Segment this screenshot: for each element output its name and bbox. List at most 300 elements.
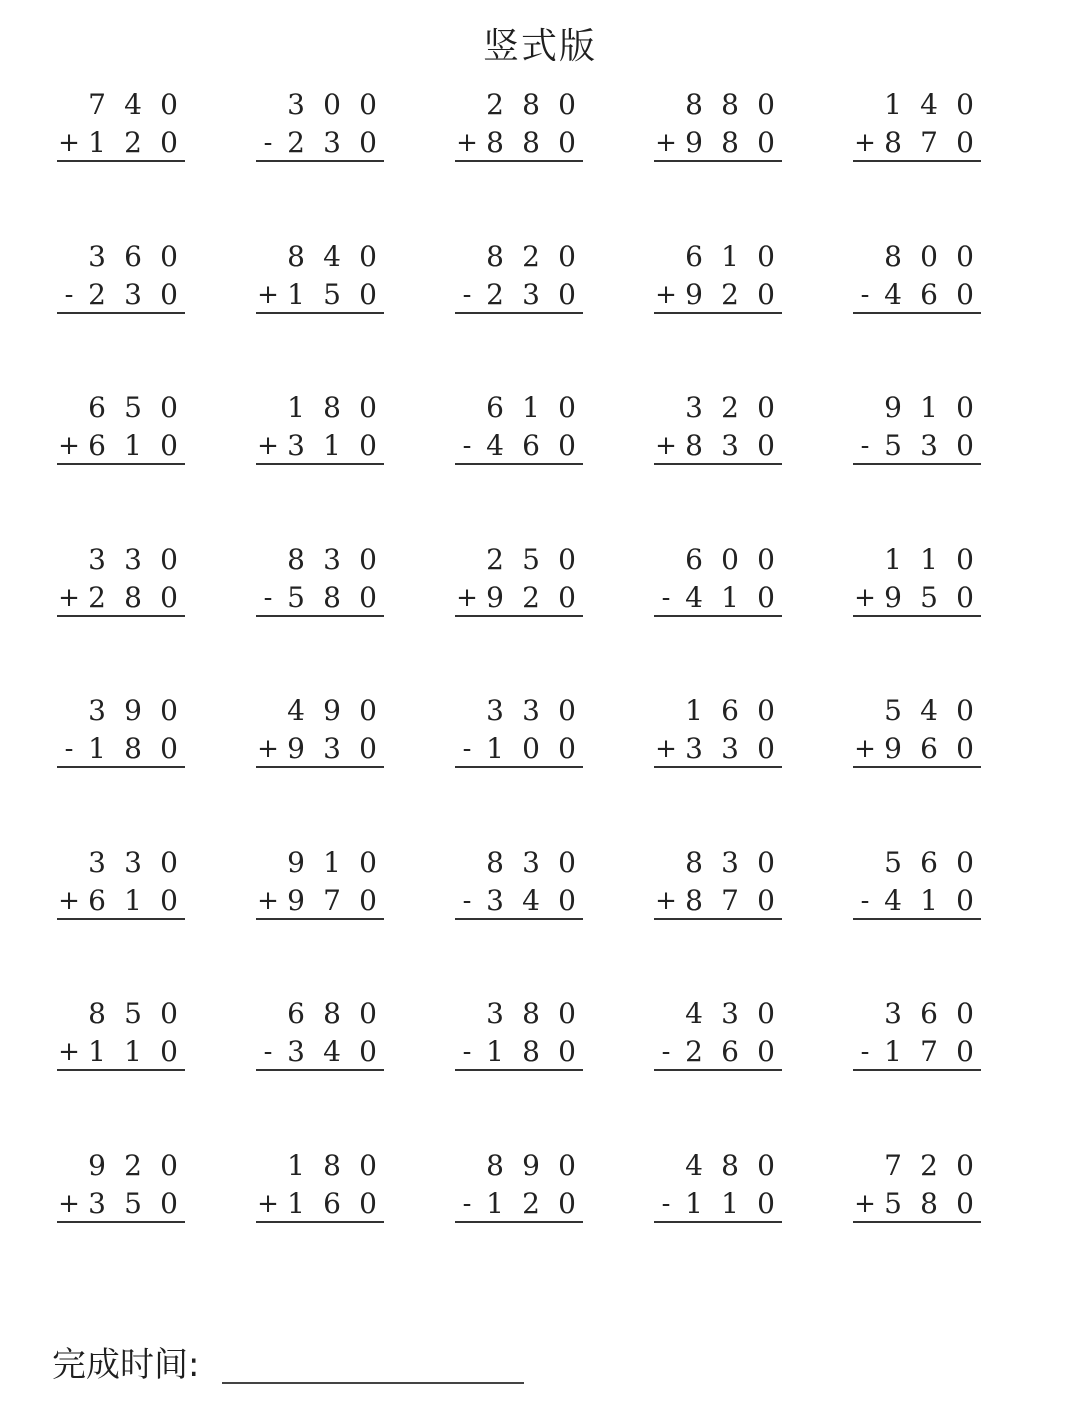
digit: 0 [522,732,540,765]
top-operand [853,997,981,1031]
arithmetic-problem [853,846,981,920]
digit: 8 [287,543,305,576]
top-operand [256,1149,384,1183]
digit: 4 [486,429,504,462]
digit: 4 [323,240,341,273]
digit: 5 [884,1187,902,1220]
digit: 0 [757,581,775,614]
answer-rule [455,1221,583,1223]
digit: 8 [287,240,305,273]
top-operand [853,240,981,274]
digit: 6 [721,694,739,727]
digit: 0 [359,846,377,879]
digit: 9 [486,581,504,614]
bottom-operand [57,581,185,615]
minus-sign: - [860,886,870,916]
digit: 2 [522,581,540,614]
digit: 8 [522,126,540,159]
bottom-operand [455,1187,583,1221]
digit: 5 [124,997,142,1030]
digit: 0 [558,1187,576,1220]
arithmetic-problem [256,391,384,465]
plus-sign: + [854,734,876,764]
digit: 5 [884,846,902,879]
digit: 2 [522,1187,540,1220]
top-operand [654,88,782,122]
plus-sign: + [257,431,279,461]
digit: 0 [558,1035,576,1068]
digit: 0 [160,694,178,727]
minus-sign: - [661,1037,671,1067]
bottom-operand [853,581,981,615]
bottom-operand [853,429,981,463]
plus-sign: + [257,280,279,310]
digit: 1 [920,391,938,424]
bottom-operand [57,1035,185,1069]
arithmetic-problem [57,88,185,162]
digit: 8 [522,997,540,1030]
minus-sign: - [462,431,472,461]
digit: 3 [685,391,703,424]
top-operand [455,997,583,1031]
digit: 0 [359,1149,377,1182]
digit: 4 [685,997,703,1030]
digit: 0 [757,88,775,121]
digit: 8 [486,846,504,879]
bottom-operand [853,884,981,918]
top-operand [654,694,782,728]
bottom-operand [654,884,782,918]
digit: 0 [920,240,938,273]
bottom-operand [256,278,384,312]
digit: 0 [956,1187,974,1220]
digit: 8 [721,126,739,159]
arithmetic-problem [654,846,782,920]
completion-time-label: 完成时间: [52,1345,200,1385]
digit: 0 [160,429,178,462]
digit: 0 [160,126,178,159]
digit: 1 [124,429,142,462]
top-operand [57,240,185,274]
digit: 0 [956,1149,974,1182]
digit: 4 [920,88,938,121]
top-operand [57,997,185,1031]
bottom-operand [256,126,384,160]
digit: 6 [522,429,540,462]
bottom-operand [256,1035,384,1069]
digit: 9 [287,732,305,765]
minus-sign: - [462,1037,472,1067]
digit: 6 [486,391,504,424]
plus-sign: + [257,886,279,916]
digit: 8 [88,997,106,1030]
top-operand [455,1149,583,1183]
digit: 1 [884,1035,902,1068]
top-operand [853,1149,981,1183]
digit: 8 [685,429,703,462]
digit: 3 [124,846,142,879]
answer-rule [853,918,981,920]
answer-rule [654,160,782,162]
digit: 7 [920,126,938,159]
minus-sign: - [661,583,671,613]
digit: 5 [323,278,341,311]
digit: 1 [88,126,106,159]
digit: 0 [558,1149,576,1182]
digit: 0 [956,846,974,879]
digit: 8 [685,884,703,917]
digit: 0 [359,1035,377,1068]
digit: 4 [920,694,938,727]
digit: 0 [757,1035,775,1068]
bottom-operand [256,732,384,766]
digit: 3 [920,429,938,462]
digit: 3 [486,694,504,727]
digit: 8 [486,1149,504,1182]
digit: 3 [287,88,305,121]
digit: 3 [522,694,540,727]
digit: 0 [359,543,377,576]
digit: 0 [558,732,576,765]
answer-rule [853,1221,981,1223]
top-operand [256,240,384,274]
bottom-operand [654,429,782,463]
digit: 3 [884,997,902,1030]
arithmetic-problem [654,240,782,314]
top-operand [256,997,384,1031]
plus-sign: + [655,280,677,310]
answer-rule [57,1221,185,1223]
digit: 6 [685,543,703,576]
arithmetic-problem [57,846,185,920]
minus-sign: - [860,1037,870,1067]
digit: 9 [88,1149,106,1182]
minus-sign: - [462,280,472,310]
top-operand [256,694,384,728]
digit: 0 [757,1149,775,1182]
digit: 6 [124,240,142,273]
digit: 3 [287,429,305,462]
digit: 2 [486,88,504,121]
digit: 9 [884,732,902,765]
top-operand [57,543,185,577]
digit: 0 [956,88,974,121]
digit: 5 [522,543,540,576]
bottom-operand [256,884,384,918]
bottom-operand [455,126,583,160]
bottom-operand [256,1187,384,1221]
digit: 1 [721,240,739,273]
top-operand [57,846,185,880]
top-operand [455,391,583,425]
digit: 0 [359,240,377,273]
digit: 7 [920,1035,938,1068]
digit: 3 [88,846,106,879]
digit: 8 [124,732,142,765]
digit: 1 [486,732,504,765]
digit: 0 [160,1149,178,1182]
digit: 3 [486,884,504,917]
digit: 2 [88,278,106,311]
digit: 0 [359,429,377,462]
digit: 3 [721,429,739,462]
digit: 0 [956,1035,974,1068]
digit: 1 [88,1035,106,1068]
bottom-operand [455,278,583,312]
digit: 6 [721,1035,739,1068]
minus-sign: - [462,734,472,764]
digit: 1 [124,1035,142,1068]
digit: 8 [884,240,902,273]
bottom-operand [256,581,384,615]
arithmetic-problem [256,694,384,768]
digit: 0 [757,278,775,311]
top-operand [57,88,185,122]
minus-sign: - [263,1037,273,1067]
digit: 5 [884,694,902,727]
digit: 4 [287,694,305,727]
top-operand [256,846,384,880]
digit: 3 [88,543,106,576]
answer-rule [57,312,185,314]
digit: 0 [160,1187,178,1220]
digit: 3 [323,543,341,576]
top-operand [654,240,782,274]
digit: 2 [124,126,142,159]
answer-rule [654,615,782,617]
digit: 3 [88,240,106,273]
digit: 0 [160,581,178,614]
arithmetic-problem [654,543,782,617]
arithmetic-problem [455,846,583,920]
digit: 2 [522,240,540,273]
digit: 0 [359,1187,377,1220]
digit: 0 [757,997,775,1030]
digit: 0 [359,694,377,727]
digit: 1 [920,543,938,576]
bottom-operand [57,1187,185,1221]
digit: 0 [359,884,377,917]
plus-sign: + [655,128,677,158]
digit: 3 [522,278,540,311]
digit: 4 [522,884,540,917]
digit: 8 [685,88,703,121]
digit: 0 [757,543,775,576]
plus-sign: + [58,583,80,613]
digit: 5 [124,391,142,424]
minus-sign: - [462,1189,472,1219]
digit: 0 [956,543,974,576]
digit: 8 [323,997,341,1030]
digit: 0 [160,240,178,273]
top-operand [455,240,583,274]
top-operand [853,88,981,122]
plus-sign: + [58,1189,80,1219]
digit: 0 [160,884,178,917]
digit: 0 [160,391,178,424]
top-operand [654,846,782,880]
digit: 3 [721,997,739,1030]
digit: 0 [558,997,576,1030]
top-operand [256,391,384,425]
digit: 3 [323,732,341,765]
minus-sign: - [462,886,472,916]
digit: 1 [287,1187,305,1220]
top-operand [455,846,583,880]
digit: 4 [685,581,703,614]
arithmetic-problem [455,543,583,617]
bottom-operand [256,429,384,463]
arithmetic-problem [57,1149,185,1223]
top-operand [455,88,583,122]
digit: 0 [757,1187,775,1220]
arithmetic-problem [654,997,782,1071]
bottom-operand [57,278,185,312]
top-operand [853,694,981,728]
arithmetic-problem [455,240,583,314]
arithmetic-problem [654,1149,782,1223]
bottom-operand [853,732,981,766]
arithmetic-problem [256,1149,384,1223]
digit: 0 [956,126,974,159]
bottom-operand [654,1035,782,1069]
bottom-operand [654,1187,782,1221]
digit: 0 [558,581,576,614]
answer-rule [654,766,782,768]
digit: 0 [558,88,576,121]
bottom-operand [455,1035,583,1069]
digit: 0 [359,581,377,614]
digit: 8 [920,1187,938,1220]
digit: 0 [558,884,576,917]
answer-rule [455,463,583,465]
arithmetic-problem [256,240,384,314]
bottom-operand [57,126,185,160]
digit: 8 [721,88,739,121]
minus-sign: - [64,280,74,310]
digit: 0 [558,391,576,424]
digit: 0 [359,732,377,765]
digit: 0 [160,732,178,765]
digit: 0 [956,997,974,1030]
plus-sign: + [655,886,677,916]
digit: 1 [323,429,341,462]
answer-rule [57,463,185,465]
plus-sign: + [456,128,478,158]
digit: 4 [884,884,902,917]
top-operand [57,1149,185,1183]
answer-rule [57,615,185,617]
minus-sign: - [661,1189,671,1219]
digit: 1 [486,1035,504,1068]
completion-time-blank[interactable] [222,1382,524,1384]
digit: 0 [757,884,775,917]
digit: 6 [287,997,305,1030]
digit: 2 [721,391,739,424]
top-operand [853,846,981,880]
answer-rule [654,463,782,465]
digit: 6 [88,429,106,462]
digit: 8 [323,391,341,424]
digit: 2 [486,278,504,311]
digit: 0 [558,543,576,576]
answer-rule [654,312,782,314]
top-operand [256,88,384,122]
digit: 1 [522,391,540,424]
plus-sign: + [655,431,677,461]
bottom-operand [57,884,185,918]
arithmetic-problem [853,391,981,465]
digit: 0 [721,543,739,576]
arithmetic-problem [57,391,185,465]
answer-rule [256,1069,384,1071]
digit: 3 [486,997,504,1030]
digit: 9 [884,391,902,424]
arithmetic-problem [256,846,384,920]
digit: 9 [685,278,703,311]
digit: 3 [721,846,739,879]
top-operand [455,543,583,577]
digit: 8 [522,1035,540,1068]
top-operand [57,694,185,728]
digit: 3 [721,732,739,765]
plus-sign: + [854,1189,876,1219]
digit: 6 [920,846,938,879]
digit: 6 [88,391,106,424]
digit: 0 [558,126,576,159]
digit: 1 [124,884,142,917]
digit: 0 [956,240,974,273]
digit: 9 [323,694,341,727]
answer-rule [455,1069,583,1071]
page-title: 竖式版 [482,26,597,67]
digit: 6 [88,884,106,917]
digit: 9 [685,126,703,159]
digit: 8 [884,126,902,159]
arithmetic-problem [455,391,583,465]
digit: 2 [88,581,106,614]
answer-rule [256,312,384,314]
digit: 3 [323,126,341,159]
digit: 2 [721,278,739,311]
digit: 1 [287,278,305,311]
digit: 1 [685,694,703,727]
answer-rule [654,918,782,920]
answer-rule [256,615,384,617]
digit: 1 [486,1187,504,1220]
digit: 5 [884,429,902,462]
bottom-operand [654,278,782,312]
answer-rule [256,160,384,162]
arithmetic-problem [853,543,981,617]
answer-rule [455,312,583,314]
answer-rule [654,1221,782,1223]
digit: 0 [558,240,576,273]
answer-rule [853,766,981,768]
digit: 0 [160,543,178,576]
digit: 0 [956,884,974,917]
digit: 2 [124,1149,142,1182]
digit: 1 [88,732,106,765]
bottom-operand [654,126,782,160]
bottom-operand [455,581,583,615]
bottom-operand [455,884,583,918]
digit: 1 [721,581,739,614]
digit: 0 [160,997,178,1030]
digit: 9 [884,581,902,614]
digit: 0 [359,278,377,311]
digit: 2 [685,1035,703,1068]
